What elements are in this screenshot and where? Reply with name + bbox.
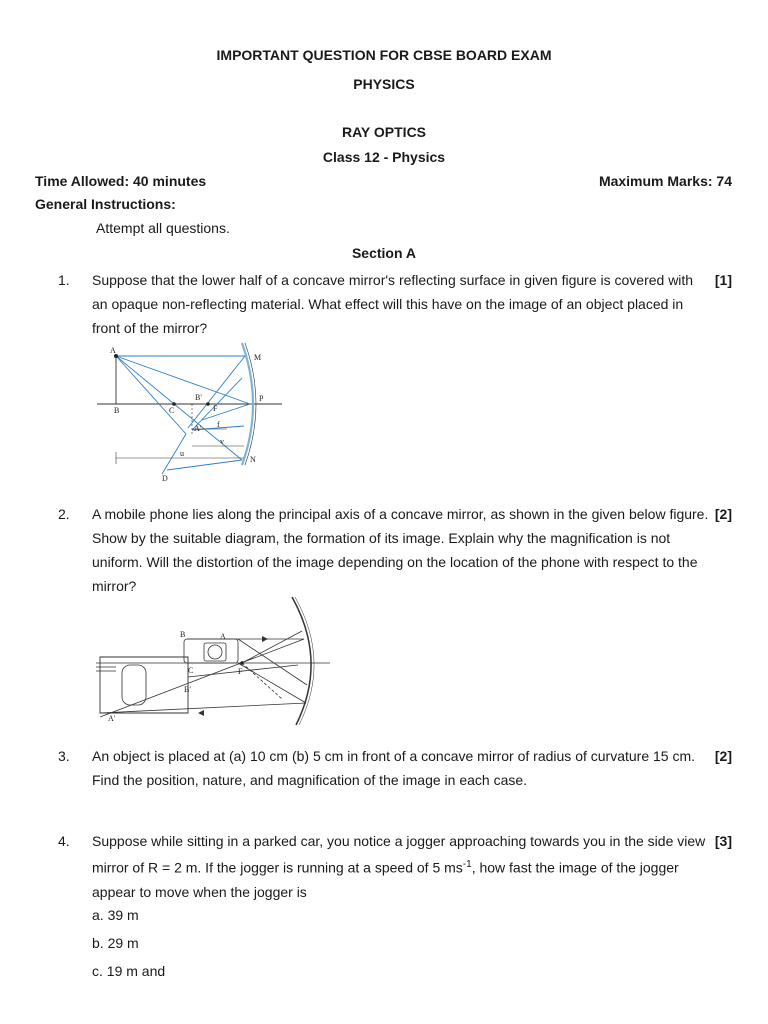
- label-B-prime: B': [195, 393, 202, 402]
- label-B: B: [180, 630, 186, 639]
- question-text: Suppose that the lower half of a concave mirror's reflecting surface in given figure is covered with an opaque non-reflecting material. What effect will this have on the image of an object placed in front of the mirror?: [92, 272, 694, 336]
- time-allowed: Time Allowed: 40 minutes: [35, 173, 207, 189]
- question-4: [36, 829, 736, 901]
- label-C: C: [169, 406, 175, 415]
- question-1: [36, 268, 736, 340]
- label-F: F: [238, 667, 243, 676]
- superscript: -1: [462, 859, 472, 870]
- question-text-part1: Suppose while sitting in a parked car, you notice a jogger approaching towards you in the side view mirror of R = 2 m. If the jogger is running at a speed of 5 ms: [92, 833, 706, 876]
- label-A-prime: A': [194, 424, 202, 433]
- question-number: 4.: [58, 833, 70, 849]
- figure-2-mobile-phone-diagram: [92, 595, 338, 727]
- question-text-part2: , how fast the image of the jogger appear to move when the jogger is: [92, 859, 679, 900]
- chapter-title: RAY OPTICS: [341, 124, 427, 140]
- maximum-marks: Maximum Marks: 74: [598, 173, 732, 189]
- question-text: An object is placed at (a) 10 cm (b) 5 cm in front of a concave mirror of radius of curvature 15 cm. Find the position, nature, and magnification of the image in each case.: [92, 748, 696, 788]
- label-F: F: [213, 404, 218, 413]
- label-P: P: [259, 394, 264, 403]
- label-A-prime: A': [108, 714, 116, 723]
- option-c: c. 19 m and: [92, 963, 166, 979]
- question-text: A mobile phone lies along the principal axis of a concave mirror, as shown in the given below figure. Show by the suitable diagram, the formation of its image. Explain why the magnification is not uniform. Will the distortion of the image depending on the location of the phone with respect to the mirror?: [92, 506, 709, 594]
- label-C: C: [188, 666, 194, 675]
- class-label: Class 12 - Physics: [322, 149, 446, 165]
- label-u: u: [180, 449, 184, 458]
- instruction-text: Attempt all questions.: [96, 220, 230, 236]
- question-marks: [2]: [714, 506, 732, 522]
- label-A: A: [220, 632, 226, 641]
- question-text: [92, 829, 712, 904]
- question-marks: [3]: [714, 833, 732, 849]
- section-heading: Section A: [351, 245, 417, 261]
- question-marks: [2]: [714, 748, 732, 764]
- question-3: [36, 744, 736, 816]
- option-b: b. 29 m: [92, 935, 139, 951]
- question-number: 3.: [58, 748, 70, 764]
- general-instructions: General Instructions:: [35, 196, 176, 212]
- figure-1-concave-mirror-diagram: [92, 338, 292, 486]
- label-B: B: [114, 406, 120, 415]
- question-marks: [1]: [714, 272, 732, 288]
- label-M: M: [254, 353, 262, 362]
- label-N: N: [250, 455, 256, 464]
- doc-title: IMPORTANT QUESTION FOR CBSE BOARD EXAM: [216, 47, 552, 63]
- label-B-prime: B': [184, 685, 191, 694]
- doc-subject: PHYSICS: [353, 76, 415, 92]
- option-a: a. 39 m: [92, 907, 139, 923]
- question-number: 1.: [58, 272, 70, 288]
- label-v: v: [220, 437, 224, 446]
- question-number: 2.: [58, 506, 70, 522]
- label-D: D: [162, 474, 168, 483]
- question-2: [36, 502, 736, 598]
- label-f: f: [217, 420, 220, 429]
- label-A: A: [110, 346, 116, 355]
